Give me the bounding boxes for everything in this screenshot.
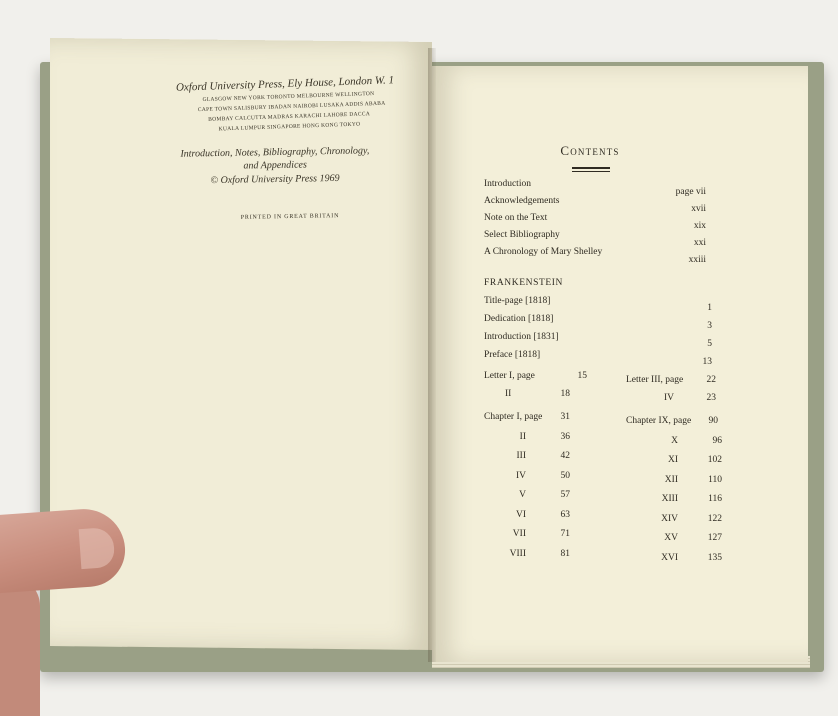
toc-entry-label: Note on the Text <box>484 213 548 223</box>
toc-entry-label: Chapter I, page <box>484 412 543 422</box>
edition-note-line: and Appendices <box>243 159 307 172</box>
toc-entry-page: xxiii <box>688 255 706 265</box>
toc-entry-label: III <box>516 451 526 461</box>
toc-entry-label: IV <box>664 393 675 403</box>
toc-entry-label: XV <box>664 533 678 543</box>
city-line: KUALA LUMPUR SINGAPORE HONG KONG TOKYO <box>218 121 361 133</box>
toc-entry-label: XI <box>667 455 678 465</box>
toc-entry-label: Chapter IX, page <box>626 416 692 426</box>
toc-entry-label: Letter III, page <box>626 375 684 385</box>
toc-entry-page: 122 <box>707 513 722 524</box>
toc-entry-label: Letter I, page <box>484 371 535 381</box>
contents-title: Contents <box>560 143 620 158</box>
toc-entry-label: XVI <box>661 552 678 563</box>
toc-entry-page: xix <box>693 221 706 231</box>
toc-entry-label: X <box>671 435 678 446</box>
publisher-line: Oxford University Press, Ely House, London W. 1 <box>175 74 395 94</box>
toc-entry-page: 81 <box>560 548 570 559</box>
toc-entry-page: page vii <box>675 187 706 197</box>
toc-entry-page: 127 <box>707 533 722 543</box>
toc-entry-page: 96 <box>712 435 722 446</box>
toc-entry-label: VI <box>515 509 526 520</box>
toc-entry-label: XIV <box>661 513 678 524</box>
hand <box>0 576 40 716</box>
toc-entry-page: 116 <box>708 494 722 504</box>
toc-entry-page: 57 <box>560 490 570 500</box>
toc-entry-page: 31 <box>560 412 570 422</box>
toc-entry-page: 50 <box>560 470 570 481</box>
toc-entry-label: XII <box>664 474 678 485</box>
toc-entry-label: VIII <box>509 548 526 559</box>
toc-entry-page: 22 <box>706 375 716 385</box>
section-title: FRANKENSTEIN <box>484 278 563 288</box>
city-line: GLASGOW NEW YORK TORONTO MELBOURNE WELLINGTON <box>202 91 375 104</box>
toc-entry-page: 18 <box>560 389 570 399</box>
city-line: CAPE TOWN SALISBURY IBADAN NAIROBI LUSAKA ADDIS ABABA <box>197 100 386 114</box>
toc-entry-label: VII <box>512 529 526 539</box>
toc-entry-label: Title-page [1818] <box>484 296 551 306</box>
title-rule <box>572 167 610 169</box>
toc-entry-page: 5 <box>707 339 712 349</box>
toc-entry-page: 1 <box>707 303 712 313</box>
toc-entry-page: xxi <box>693 238 706 248</box>
copyright-line: © Oxford University Press 1969 <box>210 172 340 187</box>
book-gutter <box>428 48 436 662</box>
toc-entry-label: II <box>519 431 526 442</box>
toc-entry-label: Dedication [1818] <box>484 314 554 324</box>
edition-note <box>170 144 380 174</box>
toc-entry-page: 23 <box>706 393 716 403</box>
toc-entry-label: V <box>519 490 526 500</box>
toc-entry-label: XIII <box>661 494 678 504</box>
toc-entry-page: 71 <box>560 529 570 539</box>
toc-entry-page: 110 <box>708 474 722 485</box>
toc-entry-label: IV <box>515 470 526 481</box>
toc-entry-label: Preface [1818] <box>484 350 541 360</box>
toc-entry-label: A Chronology of Mary Shelley <box>484 247 603 257</box>
toc-entry-page: 15 <box>577 371 587 381</box>
toc-entry-label: Introduction <box>484 179 531 189</box>
toc-entry-page: 42 <box>560 451 570 461</box>
toc-entry-label: Introduction [1831] <box>484 332 559 342</box>
toc-entry-page: xvii <box>691 204 706 214</box>
toc-entry-page: 36 <box>560 431 570 442</box>
toc-entry-page: 135 <box>707 552 722 563</box>
toc-entry-page: 13 <box>702 357 712 367</box>
toc-entry-label: Acknowledgements <box>484 196 560 206</box>
publisher-cities <box>197 89 386 135</box>
toc-entry-page: 102 <box>707 455 722 465</box>
toc-entry-page: 63 <box>560 509 570 520</box>
city-line: BOMBAY CALCUTTA MADRAS KARACHI LAHORE DACCA <box>208 111 371 123</box>
title-rule <box>572 171 610 172</box>
edition-note-line: Introduction, Notes, Bibliography, Chronology, <box>180 145 370 160</box>
toc-entry-page: 3 <box>707 321 712 331</box>
toc-entry-label: II <box>505 389 512 399</box>
printed-line: PRINTED IN GREAT BRITAIN <box>240 213 340 221</box>
toc-entry-label: Select Bibliography <box>484 230 560 240</box>
toc-entry-page: 90 <box>708 416 718 426</box>
